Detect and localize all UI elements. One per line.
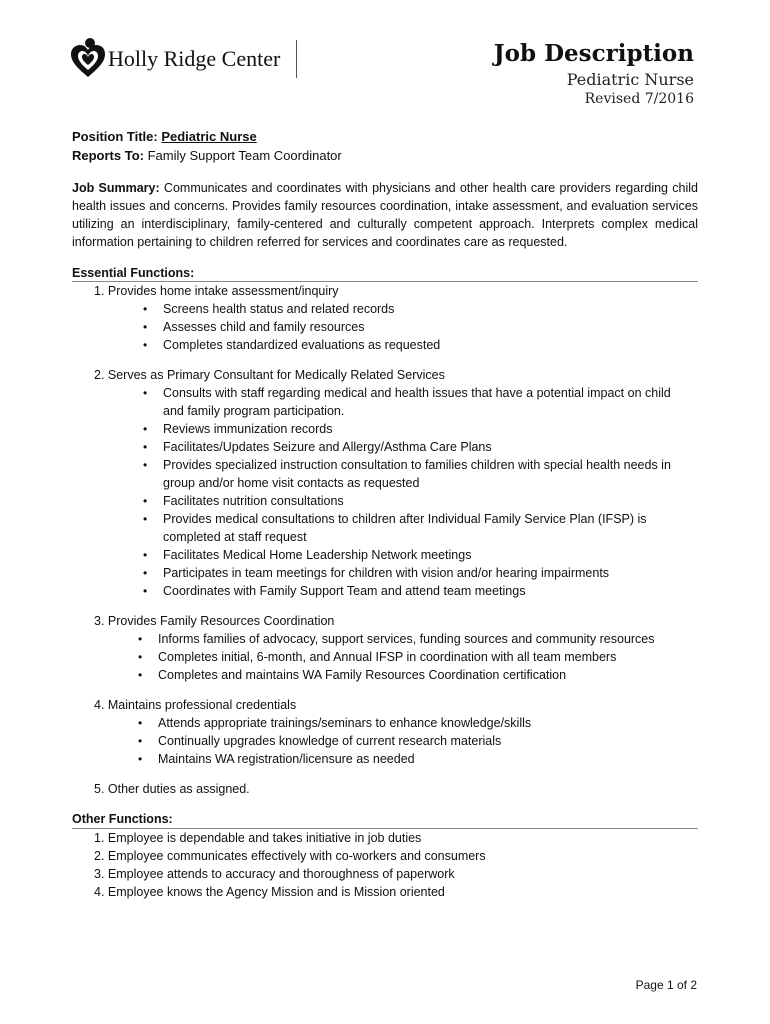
list-item: 3. Provides Family Resources Coordination — [94, 614, 335, 628]
bullet-dot-icon: • — [138, 716, 143, 730]
bullet-dot-icon: • — [143, 440, 148, 454]
position-title-value: Pediatric Nurse — [161, 129, 257, 144]
list-item-continuation: completed at staff request — [163, 530, 307, 544]
bullet-dot-icon: • — [138, 752, 143, 766]
reports-to-line — [72, 147, 342, 165]
bullet-dot-icon: • — [138, 668, 143, 682]
list-item: • Completes standardized evaluations as requested — [143, 338, 441, 352]
list-item: • Completes and maintains WA Family Resources Coordination certification — [138, 668, 567, 682]
bullet-dot-icon: • — [143, 548, 148, 562]
list-item: 1. Provides home intake assessment/inquiry — [94, 284, 339, 298]
essential-functions-heading: Essential Functions: — [72, 266, 195, 280]
position-title-line — [72, 128, 257, 146]
reports-to-label: Reports To: — [72, 148, 144, 163]
list-item: • Assesses child and family resources — [143, 320, 365, 334]
list-item: • Screens health status and related records — [143, 302, 395, 316]
list-item: • Coordinates with Family Support Team and attend team meetings — [143, 584, 526, 598]
list-item: 4. Employee knows the Agency Mission and is Mission oriented — [94, 885, 445, 899]
bullet-dot-icon: • — [143, 566, 148, 580]
list-item-continuation: and family program participation. — [163, 404, 345, 418]
list-item: • Facilitates/Updates Seizure and Allergy/Asthma Care Plans — [143, 440, 492, 454]
bullet-dot-icon: • — [138, 650, 143, 664]
bullet-dot-icon: • — [143, 458, 148, 472]
job-summary-text: Communicates and coordinates with physicians and other health care providers regarding child health issues and concerns. Provides family resources coordination, intake assessment, and evaluation services utilizing an interdisciplinary, family-centered and culturally competent approach. Interprets complex medical information pertaining to children referred for services and coordinates care as requested. — [72, 181, 698, 249]
list-item: • Attends appropriate trainings/seminars to enhance knowledge/skills — [138, 716, 532, 730]
bullet-dot-icon: • — [143, 386, 148, 400]
list-item: 2. Employee communicates effectively with co-workers and consumers — [94, 849, 486, 863]
list-item: • Consults with staff regarding medical and health issues that have a potential impact on child — [143, 386, 671, 400]
list-item-continuation: group and/or home visit contacts as requested — [163, 476, 420, 490]
bullet-dot-icon: • — [143, 302, 148, 316]
bullet-dot-icon: • — [143, 338, 148, 352]
bullet-dot-icon: • — [143, 512, 148, 526]
job-summary — [72, 179, 698, 251]
list-item: • Participates in team meetings for children with vision and/or hearing impairments — [143, 566, 610, 580]
list-item: 2. Serves as Primary Consultant for Medically Related Services — [94, 368, 445, 382]
bullet-dot-icon: • — [138, 632, 143, 646]
list-item: • Informs families of advocacy, support services, funding sources and community resources — [138, 632, 655, 646]
list-item: • Reviews immunization records — [143, 422, 333, 436]
list-item: • Facilitates Medical Home Leadership Network meetings — [143, 548, 472, 562]
reports-to-value: Family Support Team Coordinator — [147, 148, 342, 163]
bullet-dot-icon: • — [143, 422, 148, 436]
revision-date: Revised 7/2016 — [584, 91, 694, 107]
bullet-dot-icon: • — [143, 320, 148, 334]
doc-subtitle: Pediatric Nurse — [566, 70, 694, 89]
bullet-dot-icon: • — [138, 734, 143, 748]
org-name: Holly Ridge Center — [108, 46, 281, 71]
list-item: 4. Maintains professional credentials — [94, 698, 297, 712]
bullet-dot-icon: • — [143, 494, 148, 508]
list-item: • Facilitates nutrition consultations — [143, 494, 344, 508]
org-logo — [70, 37, 310, 83]
page-number: Page 1 of 2 — [635, 978, 697, 992]
logo-divider — [296, 40, 297, 78]
heart-hands-logo-icon — [70, 37, 106, 81]
list-item: • Completes initial, 6-month, and Annual IFSP in coordination with all team members — [138, 650, 617, 664]
bullet-dot-icon: • — [143, 584, 148, 598]
position-title-label: Position Title: — [72, 129, 158, 144]
list-item: • Continually upgrades knowledge of current research materials — [138, 734, 502, 748]
list-item: • Maintains WA registration/licensure as needed — [138, 752, 415, 766]
list-item: 3. Employee attends to accuracy and thoroughness of paperwork — [94, 867, 455, 881]
list-item: • Provides medical consultations to children after Individual Family Service Plan (IFSP) is — [143, 512, 647, 526]
job-summary-label: Job Summary: — [72, 181, 160, 195]
doc-title: Job Description — [493, 40, 694, 67]
other-functions-heading: Other Functions: — [72, 812, 173, 826]
list-item: 5. Other duties as assigned. — [94, 782, 250, 796]
list-item: • Provides specialized instruction consultation to families children with special health needs in — [143, 458, 671, 472]
list-item: 1. Employee is dependable and takes initiative in job duties — [94, 831, 422, 845]
